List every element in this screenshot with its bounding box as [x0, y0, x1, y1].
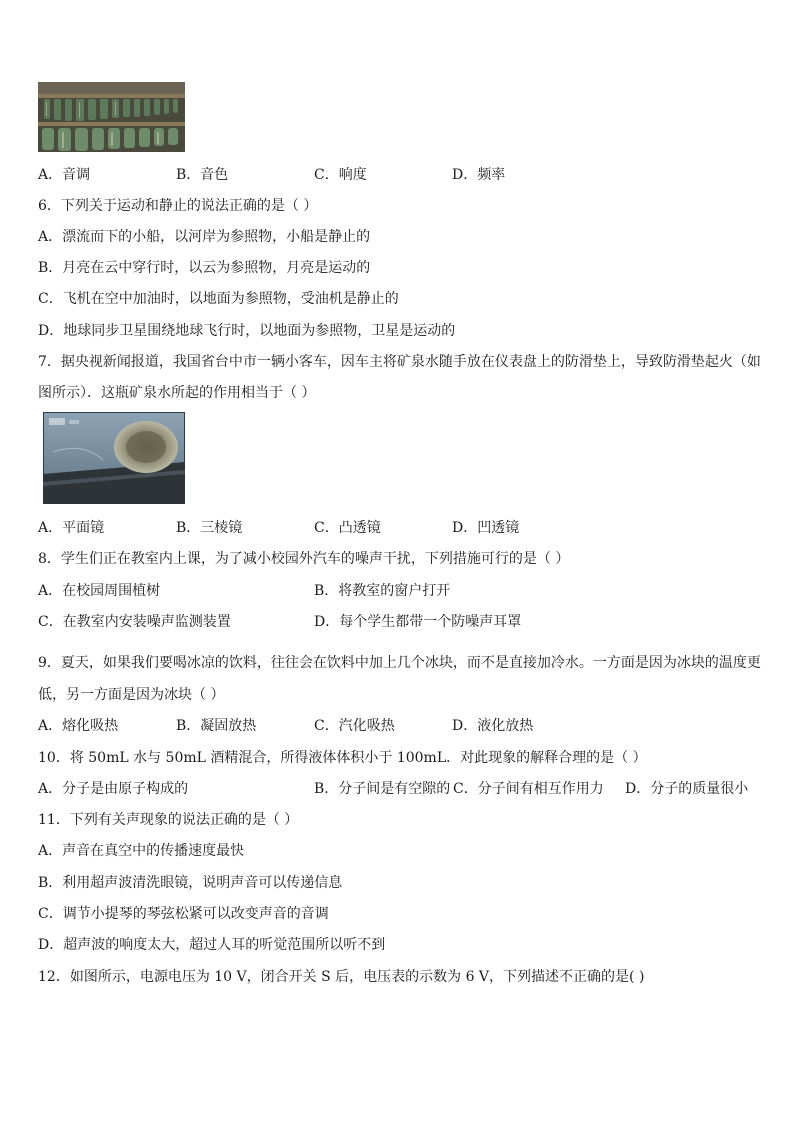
q6-option-b: B．月亮在云中穿行时，以云为参照物，月亮是运动的 — [38, 260, 371, 276]
q8-option-b: B．将教室的窗户打开 — [314, 583, 451, 599]
q6-option-d: D．地球同步卫星围绕地球飞行时，以地面为参照物，卫星是运动的 — [38, 323, 456, 339]
dashboard-illustration — [43, 412, 185, 504]
q8-option-c: C．在教室内安装噪声监测装置 — [38, 614, 231, 630]
q9-option-d: D．液化放热 — [452, 718, 534, 734]
q8-option-d: D．每个学生都带一个防噪声耳罩 — [314, 614, 522, 630]
q8-stem: 8．学生们正在教室内上课，为了减小校园外汽车的噪声干扰，下列措施可行的是（ ） — [38, 551, 570, 567]
q7-option-d: D．凹透镜 — [452, 520, 520, 536]
chime-bells-illustration — [38, 82, 185, 152]
q6-option-c: C．飞机在空中加油时，以地面为参照物，受油机是静止的 — [38, 291, 399, 307]
q9-option-c: C．汽化吸热 — [314, 718, 395, 734]
q5-option-a: A．音调 — [38, 167, 91, 183]
q8-option-a: A．在校园周围植树 — [38, 583, 161, 599]
q11-option-b: B．利用超声波清洗眼镜，说明声音可以传递信息 — [38, 875, 343, 891]
q5-option-b: B．音色 — [176, 167, 229, 183]
q10-option-a: A．分子是由原子构成的 — [38, 781, 189, 797]
q7-stem-line1: 7．据央视新闻报道，我国省台中市一辆小客车，因车主将矿泉水随手放在仪表盘上的防滑垫上，导致防滑垫起火（如 — [38, 354, 761, 370]
q9-option-b: B．凝固放热 — [176, 718, 257, 734]
q6-option-a: A．漂流而下的小船，以河岸为参照物，小船是静止的 — [38, 229, 371, 245]
q11-option-a: A．声音在真空中的传播速度最快 — [38, 843, 245, 859]
q9-stem-line1: 9．夏天，如果我们要喝冰凉的饮料，往往会在饮料中加上几个冰块，而不是直接加冷水。一方面是因为冰块的温度更 — [38, 655, 761, 671]
car-dashboard-photo — [43, 412, 185, 504]
q10-stem: 10．将 50mL 水与 50mL 酒精混合，所得液体体积小于 100mL．对此现象的解释合理的是（ ） — [38, 750, 647, 766]
chime-bells-photo — [38, 82, 185, 152]
q10-option-c: C．分子间有相互作用力 — [453, 781, 604, 797]
q9-option-a: A．熔化吸热 — [38, 718, 119, 734]
q10-option-b: B．分子间是有空隙的 — [314, 781, 451, 797]
q7-option-a: A．平面镜 — [38, 520, 105, 536]
q11-option-c: C．调节小提琴的琴弦松紧可以改变声音的音调 — [38, 906, 329, 922]
q12-stem: 12．如图所示，电源电压为 10 V，闭合开关 S 后，电压表的示数为 6 V，下列描述不正确的是( ) — [38, 969, 645, 985]
q5-option-c: C．响度 — [314, 167, 367, 183]
q7-option-b: B．三棱镜 — [176, 520, 243, 536]
q6-stem: 6．下列关于运动和静止的说法正确的是（ ） — [38, 198, 318, 214]
q11-stem: 11．下列有关声现象的说法正确的是（ ） — [38, 812, 299, 828]
q10-option-d: D．分子的质量很小 — [625, 781, 749, 797]
q9-stem-line2: 低，另一方面是因为冰块（ ） — [38, 687, 225, 703]
q11-option-d: D．超声波的响度太大，超过人耳的听觉范围所以听不到 — [38, 937, 386, 953]
q7-stem-line2: 图所示）．这瓶矿泉水所起的作用相当于（ ） — [38, 385, 316, 401]
q7-option-c: C．凸透镜 — [314, 520, 381, 536]
q5-option-d: D．频率 — [452, 167, 506, 183]
